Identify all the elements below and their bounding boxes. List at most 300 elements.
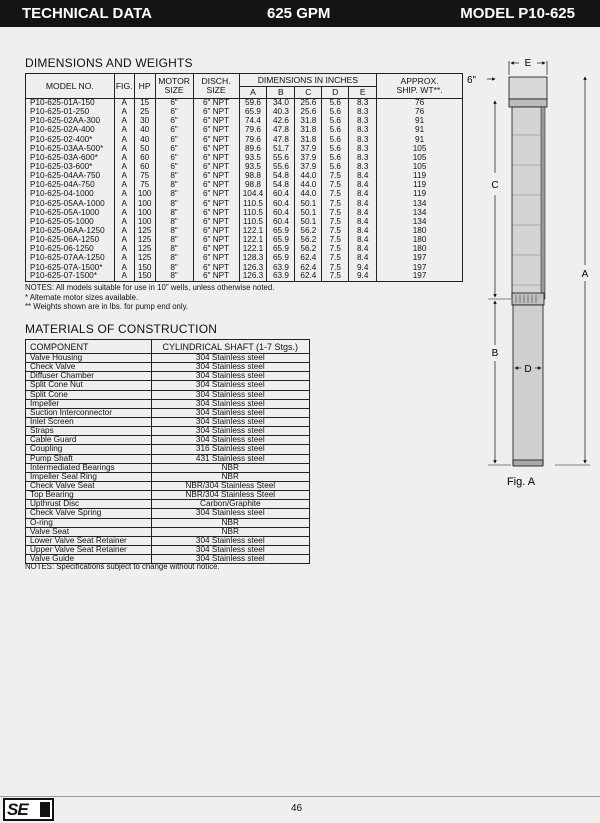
table-cell: P10-625-05A-1000 (26, 208, 115, 217)
component-cell: Valve Housing (26, 354, 152, 363)
table-cell: 91 (377, 117, 463, 126)
table-cell: 6" NPT (193, 181, 239, 190)
table-cell: 98.8 (239, 172, 267, 181)
component-cell: Diffuser Chamber (26, 372, 152, 381)
table-cell: 5.6 (322, 99, 349, 108)
material-cell: NBR (151, 527, 309, 536)
material-cell: 431 Stainless steel (151, 454, 309, 463)
table-cell: 7.5 (322, 263, 349, 272)
table-cell: 6" (155, 162, 193, 171)
table-cell: 134 (377, 199, 463, 208)
table-cell: 8.4 (349, 226, 377, 235)
table-cell: 60.4 (267, 217, 295, 226)
materials-note: NOTES: Specifications subject to change without notice. (25, 562, 220, 571)
material-cell: NBR (151, 518, 309, 527)
table-cell: 8" (155, 272, 193, 281)
table-cell: 6" NPT (193, 117, 239, 126)
component-cell: Inlet Screen (26, 417, 152, 426)
valve-housing (509, 99, 547, 107)
col-weight-line1: APPROX. (400, 76, 439, 86)
table-cell: 134 (377, 208, 463, 217)
col-a: A (239, 87, 267, 99)
table-row (26, 199, 463, 208)
table-cell: 8" (155, 263, 193, 272)
table-row (26, 126, 463, 135)
table-cell: A (114, 199, 134, 208)
table-row (26, 144, 463, 153)
footer-divider (0, 796, 600, 797)
table-cell: 100 (134, 217, 155, 226)
table-cell: 7.5 (322, 208, 349, 217)
table-cell: 6" (155, 108, 193, 117)
table-cell: 6" NPT (193, 208, 239, 217)
table-cell: 180 (377, 236, 463, 245)
table-cell: 6" (155, 117, 193, 126)
materials-title: MATERIALS OF CONSTRUCTION (25, 322, 218, 336)
table-cell: 7.5 (322, 181, 349, 190)
col-d: D (322, 87, 349, 99)
table-cell: P10-625-03AA-500* (26, 144, 115, 153)
material-cell: NBR/304 Stainless Steel (151, 481, 309, 490)
table-cell: 8.3 (349, 135, 377, 144)
pump-body (512, 107, 544, 299)
table-cell: A (114, 162, 134, 171)
table-cell: 8.4 (349, 217, 377, 226)
table-cell: 119 (377, 181, 463, 190)
dimensions-notes (25, 283, 274, 312)
table-row (26, 381, 310, 390)
table-cell: 40.3 (267, 108, 295, 117)
table-cell: 31.8 (295, 117, 322, 126)
table-cell: 37.9 (295, 153, 322, 162)
motor-body (513, 305, 543, 465)
table-cell: 65.9 (267, 254, 295, 263)
material-cell: 304 Stainless steel (151, 354, 309, 363)
component-cell: Lower Valve Seat Retainer (26, 536, 152, 545)
component-cell: Suction Interconnector (26, 408, 152, 417)
component-cell: Split Cone (26, 390, 152, 399)
table-cell: 5.6 (322, 117, 349, 126)
discharge-head (509, 77, 547, 99)
table-cell: 8" (155, 236, 193, 245)
table-cell: 5.6 (322, 144, 349, 153)
table-cell: 8" (155, 245, 193, 254)
table-cell: A (114, 181, 134, 190)
table-cell: P10-625-04AA-750 (26, 172, 115, 181)
table-cell: P10-625-02-400* (26, 135, 115, 144)
material-cell: 304 Stainless steel (151, 381, 309, 390)
note-line: * Alternate motor sizes available. (25, 292, 139, 302)
dimensions-table (25, 73, 463, 282)
table-cell: 65.9 (267, 236, 295, 245)
table-cell: 7.5 (322, 245, 349, 254)
table-cell: 7.5 (322, 190, 349, 199)
table-cell: 8" (155, 199, 193, 208)
table-cell: 8" (155, 190, 193, 199)
table-cell: 89.6 (239, 144, 267, 153)
table-cell: 125 (134, 226, 155, 235)
material-cell: 304 Stainless steel (151, 390, 309, 399)
component-cell: Upthrust Disc (26, 500, 152, 509)
table-cell: 56.2 (295, 226, 322, 235)
table-cell: 180 (377, 245, 463, 254)
table-cell: A (114, 254, 134, 263)
label-d: D (524, 364, 532, 375)
table-cell: 9.4 (349, 272, 377, 281)
table-cell: 8.3 (349, 117, 377, 126)
header-bar (0, 0, 600, 27)
table-cell: 59.6 (239, 99, 267, 108)
table-cell: P10-625-07A-1500* (26, 263, 115, 272)
table-cell: 6" NPT (193, 126, 239, 135)
table-cell: 60.4 (267, 208, 295, 217)
table-cell: 5.6 (322, 108, 349, 117)
component-cell: Coupling (26, 445, 152, 454)
table-cell: 37.9 (295, 144, 322, 153)
component-cell: Cable Guard (26, 436, 152, 445)
material-cell: NBR/304 Stainless Steel (151, 491, 309, 500)
table-cell: A (114, 172, 134, 181)
table-cell: P10-625-03A-600* (26, 153, 115, 162)
table-cell: 5.6 (322, 135, 349, 144)
table-cell: 8" (155, 208, 193, 217)
table-cell: P10-625-07AA-1250 (26, 254, 115, 263)
table-cell: 74.4 (239, 117, 267, 126)
page-number: 46 (291, 803, 303, 814)
table-cell: 122.1 (239, 245, 267, 254)
table-cell: 56.2 (295, 245, 322, 254)
table-cell: 7.5 (322, 199, 349, 208)
table-cell: 51.7 (267, 144, 295, 153)
table-cell: 8.4 (349, 199, 377, 208)
table-cell: P10-625-06AA-1250 (26, 226, 115, 235)
table-cell: 50.1 (295, 208, 322, 217)
table-row (26, 190, 463, 199)
table-cell: P10-625-04-1000 (26, 190, 115, 199)
col-model: MODEL NO. (26, 74, 115, 99)
table-row (26, 518, 310, 527)
cable-guard (541, 107, 545, 299)
component-cell: O-ring (26, 518, 152, 527)
col-c: C (295, 87, 322, 99)
table-cell: 100 (134, 208, 155, 217)
material-cell: 304 Stainless steel (151, 427, 309, 436)
table-cell: A (114, 117, 134, 126)
table-cell: 55.6 (267, 162, 295, 171)
table-cell: 47.8 (267, 126, 295, 135)
material-cell: 304 Stainless steel (151, 417, 309, 426)
table-cell: 6" NPT (193, 135, 239, 144)
table-cell: 30 (134, 117, 155, 126)
table-cell: A (114, 153, 134, 162)
table-cell: 6" NPT (193, 263, 239, 272)
table-cell: 5.6 (322, 153, 349, 162)
table-cell: 8.4 (349, 172, 377, 181)
table-cell: 110.5 (239, 217, 267, 226)
component-cell: Split Cone Nut (26, 381, 152, 390)
table-cell: 6" NPT (193, 272, 239, 281)
table-cell: 93.5 (239, 162, 267, 171)
table-cell: 25.6 (295, 108, 322, 117)
label-a: A (581, 269, 589, 280)
table-row (26, 454, 310, 463)
table-cell: 60 (134, 162, 155, 171)
table-cell: 7.5 (322, 272, 349, 281)
material-cell: NBR (151, 463, 309, 472)
table-row (26, 390, 310, 399)
table-cell: 8" (155, 217, 193, 226)
table-cell: 25 (134, 108, 155, 117)
table-cell: P10-625-03-600* (26, 162, 115, 171)
table-cell: A (114, 99, 134, 108)
table-cell: 128.3 (239, 254, 267, 263)
table-cell: 8.4 (349, 181, 377, 190)
table-cell: A (114, 272, 134, 281)
table-row (26, 99, 463, 108)
table-cell: 6" NPT (193, 162, 239, 171)
table-cell: 60.4 (267, 190, 295, 199)
col-motor-line2: SIZE (164, 85, 184, 95)
table-cell: 63.9 (267, 263, 295, 272)
table-cell: 100 (134, 199, 155, 208)
table-cell: 91 (377, 126, 463, 135)
table-cell: 104.4 (239, 190, 267, 199)
table-cell: P10-625-05AA-1000 (26, 199, 115, 208)
table-cell: 60 (134, 153, 155, 162)
col-motor (155, 74, 193, 99)
table-cell: 31.8 (295, 135, 322, 144)
col-hp: HP (134, 74, 155, 99)
table-cell: 110.5 (239, 199, 267, 208)
table-cell: A (114, 126, 134, 135)
table-cell: 125 (134, 254, 155, 263)
table-cell: 8" (155, 226, 193, 235)
table-cell: 6" NPT (193, 236, 239, 245)
table-cell: P10-625-02AA-300 (26, 117, 115, 126)
table-cell: P10-625-01A-150 (26, 99, 115, 108)
material-cell: Carbon/Graphite (151, 500, 309, 509)
table-cell: 15 (134, 99, 155, 108)
table-cell: 60.4 (267, 199, 295, 208)
table-cell: P10-625-02A-400 (26, 126, 115, 135)
table-cell: 34.0 (267, 99, 295, 108)
table-cell: 76 (377, 108, 463, 117)
table-cell: 50.1 (295, 217, 322, 226)
header-title: TECHNICAL DATA (22, 5, 152, 22)
note-line: NOTES: All models suitable for use in 10" wells, unless otherwise noted. (25, 283, 275, 292)
table-row (26, 445, 310, 454)
table-cell: 55.6 (267, 153, 295, 162)
table-cell: 6" NPT (193, 99, 239, 108)
table-cell: 79.6 (239, 126, 267, 135)
pump-diagram (455, 55, 595, 495)
table-cell: 6" NPT (193, 172, 239, 181)
table-cell: 110.5 (239, 208, 267, 217)
table-cell: 7.5 (322, 226, 349, 235)
table-cell: A (114, 245, 134, 254)
table-cell: 125 (134, 245, 155, 254)
table-cell: 7.5 (322, 254, 349, 263)
material-cell: 316 Stainless steel (151, 445, 309, 454)
table-row (26, 527, 310, 536)
table-cell: A (114, 226, 134, 235)
table-cell: 119 (377, 172, 463, 181)
table-cell: 6" NPT (193, 144, 239, 153)
table-cell: 50 (134, 144, 155, 153)
table-cell: 8.3 (349, 153, 377, 162)
table-cell: A (114, 208, 134, 217)
table-cell: 7.5 (322, 217, 349, 226)
table-cell: P10-625-06-1250 (26, 245, 115, 254)
materials-table (25, 339, 310, 564)
table-cell: 6" NPT (193, 226, 239, 235)
table-cell: A (114, 108, 134, 117)
table-cell: 50.1 (295, 199, 322, 208)
table-row (26, 135, 463, 144)
table-cell: 197 (377, 254, 463, 263)
table-cell: 47.8 (267, 135, 295, 144)
material-cell: 304 Stainless steel (151, 536, 309, 545)
table-cell: 5.6 (322, 126, 349, 135)
component-cell: Impeller Seal Ring (26, 472, 152, 481)
component-cell: Valve Guide (26, 555, 152, 564)
table-cell: 8" (155, 172, 193, 181)
table-cell: A (114, 190, 134, 199)
table-cell: 40 (134, 126, 155, 135)
table-cell: 65.9 (267, 226, 295, 235)
table-cell: 40 (134, 135, 155, 144)
table-cell: 6" NPT (193, 153, 239, 162)
table-cell: 122.1 (239, 226, 267, 235)
table-cell: P10-625-04A-750 (26, 181, 115, 190)
table-cell: 6" NPT (193, 254, 239, 263)
component-cell: Pump Shaft (26, 454, 152, 463)
table-cell: 62.4 (295, 263, 322, 272)
table-cell: 197 (377, 272, 463, 281)
table-cell: 56.2 (295, 236, 322, 245)
table-cell: 25.6 (295, 99, 322, 108)
table-cell: 62.4 (295, 272, 322, 281)
table-row (26, 463, 310, 472)
col-weight-line2: SHIP. WT**. (396, 85, 443, 95)
component-cell: Upper Valve Seat Retainer (26, 545, 152, 554)
component-cell: Check Valve Spring (26, 509, 152, 518)
table-cell: 8.3 (349, 99, 377, 108)
component-cell: Impeller (26, 399, 152, 408)
material-cell: 304 Stainless steel (151, 545, 309, 554)
logo-bar (40, 802, 50, 817)
table-cell: 8.3 (349, 144, 377, 153)
label-c: C (491, 180, 499, 191)
component-cell: Check Valve Seat (26, 481, 152, 490)
table-cell: 126.3 (239, 263, 267, 272)
table-cell: 8.4 (349, 208, 377, 217)
table-cell: 93.5 (239, 153, 267, 162)
table-cell: A (114, 144, 134, 153)
table-row (26, 208, 463, 217)
table-cell: 6" (155, 144, 193, 153)
table-cell: 91 (377, 135, 463, 144)
col-fig: FIG. (114, 74, 134, 99)
table-row (26, 254, 463, 263)
table-cell: 105 (377, 162, 463, 171)
col-weight (377, 74, 463, 99)
table-cell: 100 (134, 190, 155, 199)
company-logo (3, 798, 54, 821)
table-cell: 7.5 (322, 172, 349, 181)
table-cell: 6" NPT (193, 108, 239, 117)
table-cell: 8.4 (349, 190, 377, 199)
table-cell: 119 (377, 190, 463, 199)
note-line: ** Weights shown are in lbs. for pump end only. (25, 302, 189, 311)
table-cell: A (114, 135, 134, 144)
col-component: COMPONENT (26, 340, 152, 354)
table-cell: 8.3 (349, 162, 377, 171)
table-cell: 150 (134, 272, 155, 281)
motor-base (513, 460, 543, 466)
table-cell: 8.4 (349, 236, 377, 245)
component-cell: Intermediated Bearings (26, 463, 152, 472)
table-cell: 8.4 (349, 254, 377, 263)
material-cell: NBR (151, 472, 309, 481)
col-e: E (349, 87, 377, 99)
component-cell: Straps (26, 427, 152, 436)
table-cell: 6" NPT (193, 199, 239, 208)
logo-text: SE (7, 800, 28, 819)
material-cell: 304 Stainless steel (151, 509, 309, 518)
table-cell: 126.3 (239, 272, 267, 281)
table-cell: 7.5 (322, 236, 349, 245)
col-dims: DIMENSIONS IN INCHES (239, 74, 377, 87)
table-cell: 37.9 (295, 162, 322, 171)
component-cell: Valve Seat (26, 527, 152, 536)
table-cell: 65.9 (267, 245, 295, 254)
table-cell: 42.6 (267, 117, 295, 126)
table-row (26, 399, 310, 408)
table-cell: P10-625-05-1000 (26, 217, 115, 226)
table-cell: 150 (134, 263, 155, 272)
table-cell: 44.0 (295, 181, 322, 190)
label-6in: 6" (467, 75, 477, 86)
table-cell: 9.4 (349, 263, 377, 272)
table-cell: 6" NPT (193, 245, 239, 254)
table-cell: 8" (155, 254, 193, 263)
dimensions-title: DIMENSIONS AND WEIGHTS (25, 56, 193, 70)
table-cell: 6" NPT (193, 217, 239, 226)
col-shaft: CYLINDRICAL SHAFT (1-7 Stgs.) (151, 340, 309, 354)
table-cell: P10-625-01-250 (26, 108, 115, 117)
col-disch (193, 74, 239, 99)
table-cell: 65.9 (239, 108, 267, 117)
table-cell: 8.3 (349, 126, 377, 135)
table-cell: 75 (134, 172, 155, 181)
table-cell: 54.8 (267, 181, 295, 190)
table-cell: 8.3 (349, 108, 377, 117)
table-cell: 5.6 (322, 162, 349, 171)
table-cell: A (114, 236, 134, 245)
table-cell: 79.6 (239, 135, 267, 144)
table-cell: A (114, 263, 134, 272)
label-b: B (491, 348, 499, 359)
table-cell: 63.9 (267, 272, 295, 281)
table-cell: 122.1 (239, 236, 267, 245)
material-cell: 304 Stainless steel (151, 436, 309, 445)
col-motor-line1: MOTOR (158, 76, 191, 86)
table-cell: 105 (377, 144, 463, 153)
col-disch-line2: SIZE (206, 85, 226, 95)
material-cell: 304 Stainless steel (151, 372, 309, 381)
table-cell: 8" (155, 181, 193, 190)
